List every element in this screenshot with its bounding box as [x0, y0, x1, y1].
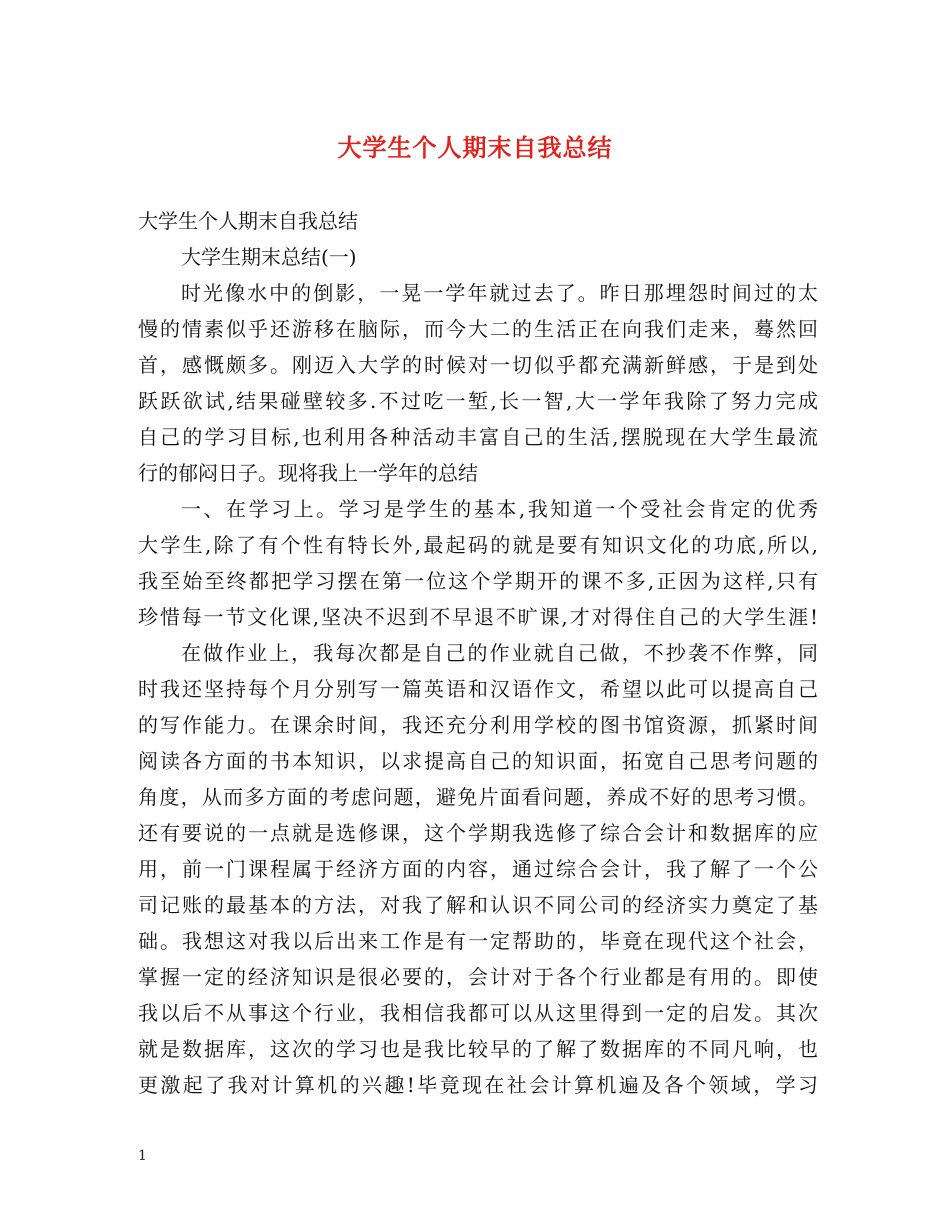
- body-line: 行的郁闷日子。现将我上一学年的总结: [138, 461, 478, 485]
- body-line: 大学生,除了有个性有特长外,最起码的就是要有知识文化的功底,所以,: [138, 533, 818, 557]
- body-line: 阅读各方面的书本知识，以求提高自己的知识面，拓宽自己思考问题的: [138, 749, 818, 773]
- body-line: 司记账的最基本的方法，对我了解和认识不同公司的经济实力奠定了基: [138, 893, 818, 917]
- body-line-heading: 大学生个人期末自我总结: [138, 209, 358, 233]
- body-line: 掌握一定的经济知识是很必要的，会计对于各个行业都是有用的。即使: [138, 965, 818, 989]
- page-number: 1: [138, 1148, 147, 1164]
- body-line: 还有要说的一点就是选修课，这个学期我选修了综合会计和数据库的应: [138, 821, 818, 845]
- body-line: 时光像水中的倒影，一晃一学年就过去了。昨日那埋怨时间过的太: [181, 281, 818, 305]
- body-line: 在做作业上，我每次都是自己的作业就自己做，不抄袭不作弊，同: [181, 641, 818, 665]
- body-line: 角度，从而多方面的考虑问题，避免片面看问题，养成不好的思考习惯。: [138, 785, 818, 809]
- body-line: 我以后不从事这个行业，我相信我都可以从这里得到一定的启发。其次: [138, 1001, 818, 1025]
- body-line: 就是数据库，这次的学习也是我比较早的了解了数据库的不同凡响，也: [138, 1037, 818, 1061]
- body-line: 时我还坚持每个月分别写一篇英语和汉语作文，希望以此可以提高自己: [138, 677, 818, 701]
- document-title: 大学生个人期末自我总结: [337, 134, 613, 162]
- body-line: 的写作能力。在课余时间，我还充分利用学校的图书馆资源，抓紧时间: [138, 713, 818, 737]
- body-line: 慢的情素似乎还游移在脑际，而今大二的生活正在向我们走来，蓦然回: [138, 317, 818, 341]
- body-line-subheading: 大学生期末总结(一): [181, 245, 357, 269]
- document-body: [138, 203, 818, 1103]
- body-line: 我至始至终都把学习摆在第一位这个学期开的课不多,正因为这样,只有: [138, 569, 818, 593]
- body-line: 一、在学习上。学习是学生的基本,我知道一个受社会肯定的优秀: [181, 497, 818, 521]
- body-line: 础。我想这对我以后出来工作是有一定帮助的，毕竟在现代这个社会，: [138, 929, 818, 953]
- body-line: 首，感慨颇多。刚迈入大学的时候对一切似乎都充满新鲜感，于是到处: [138, 353, 818, 377]
- body-line: 用，前一门课程属于经济方面的内容，通过综合会计，我了解了一个公: [138, 857, 818, 881]
- body-line: 更激起了我对计算机的兴趣!毕竟现在社会计算机遍及各个领域，学习: [138, 1073, 818, 1097]
- body-line: 自己的学习目标,也利用各种活动丰富自己的生活,摆脱现在大学生最流: [138, 425, 818, 449]
- body-line: 跃跃欲试,结果碰壁较多.不过吃一堑,长一智,大一学年我除了努力完成: [138, 389, 818, 413]
- body-line: 珍惜每一节文化课,坚决不迟到不早退不旷课,才对得住自己的大学生涯!: [138, 605, 818, 629]
